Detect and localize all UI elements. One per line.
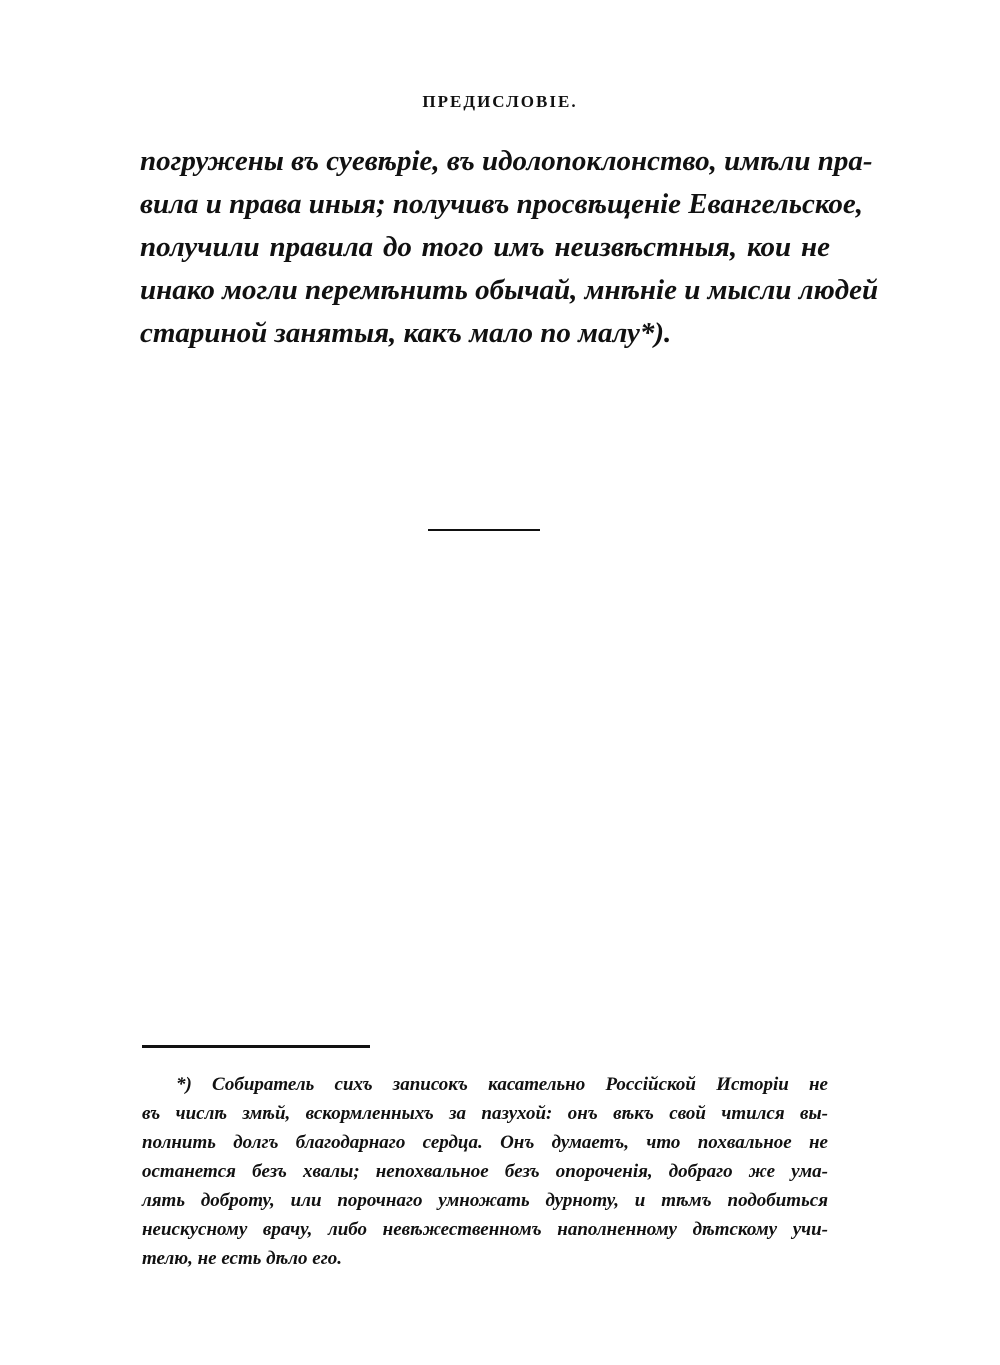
body-line: получили правила до того имъ неизвѣстныя, кои не: [140, 231, 830, 263]
footnote-line: *) Собиратель сихъ записокъ касательно Россійской Исторіи не: [176, 1074, 828, 1095]
body-paragraph: [140, 140, 879, 355]
footnote-line: телю, не есть дѣло его.: [142, 1248, 342, 1269]
section-divider: [428, 529, 540, 531]
body-line: погружены въ суевѣріе, въ идолопоклонство, имѣли пра-: [140, 145, 873, 177]
body-line: вила и права иныя; получивъ просвѣщеніе Евангельское,: [140, 188, 864, 220]
body-line: инако могли перемѣнить обычай, мнѣніе и мысли людей: [140, 274, 879, 306]
footnote: [142, 1070, 828, 1273]
footnote-line: неискусному врачу, либо невѣжественномъ наполненному дѣтскому учи-: [142, 1219, 828, 1240]
footnote-line: останется безъ хвалы; непохвальное безъ опороченія, добраго же ума-: [142, 1161, 828, 1182]
running-head: ПРЕДИСЛОВІЕ.: [422, 92, 578, 111]
footnote-line: лять доброту, или порочнаго умножать дурноту, и тѣмъ подобиться: [142, 1190, 828, 1211]
footnote-line: въ числѣ змѣй, вскормленныхъ за пазухой: онъ вѣкъ свой чтился вы-: [142, 1103, 828, 1124]
body-line: стариной занятыя, какъ мало по малу*).: [140, 317, 672, 349]
footnote-separator: [142, 1045, 370, 1048]
footnote-line: полнить долгъ благодарнаго сердца. Онъ думаетъ, что похвальное не: [142, 1132, 828, 1153]
